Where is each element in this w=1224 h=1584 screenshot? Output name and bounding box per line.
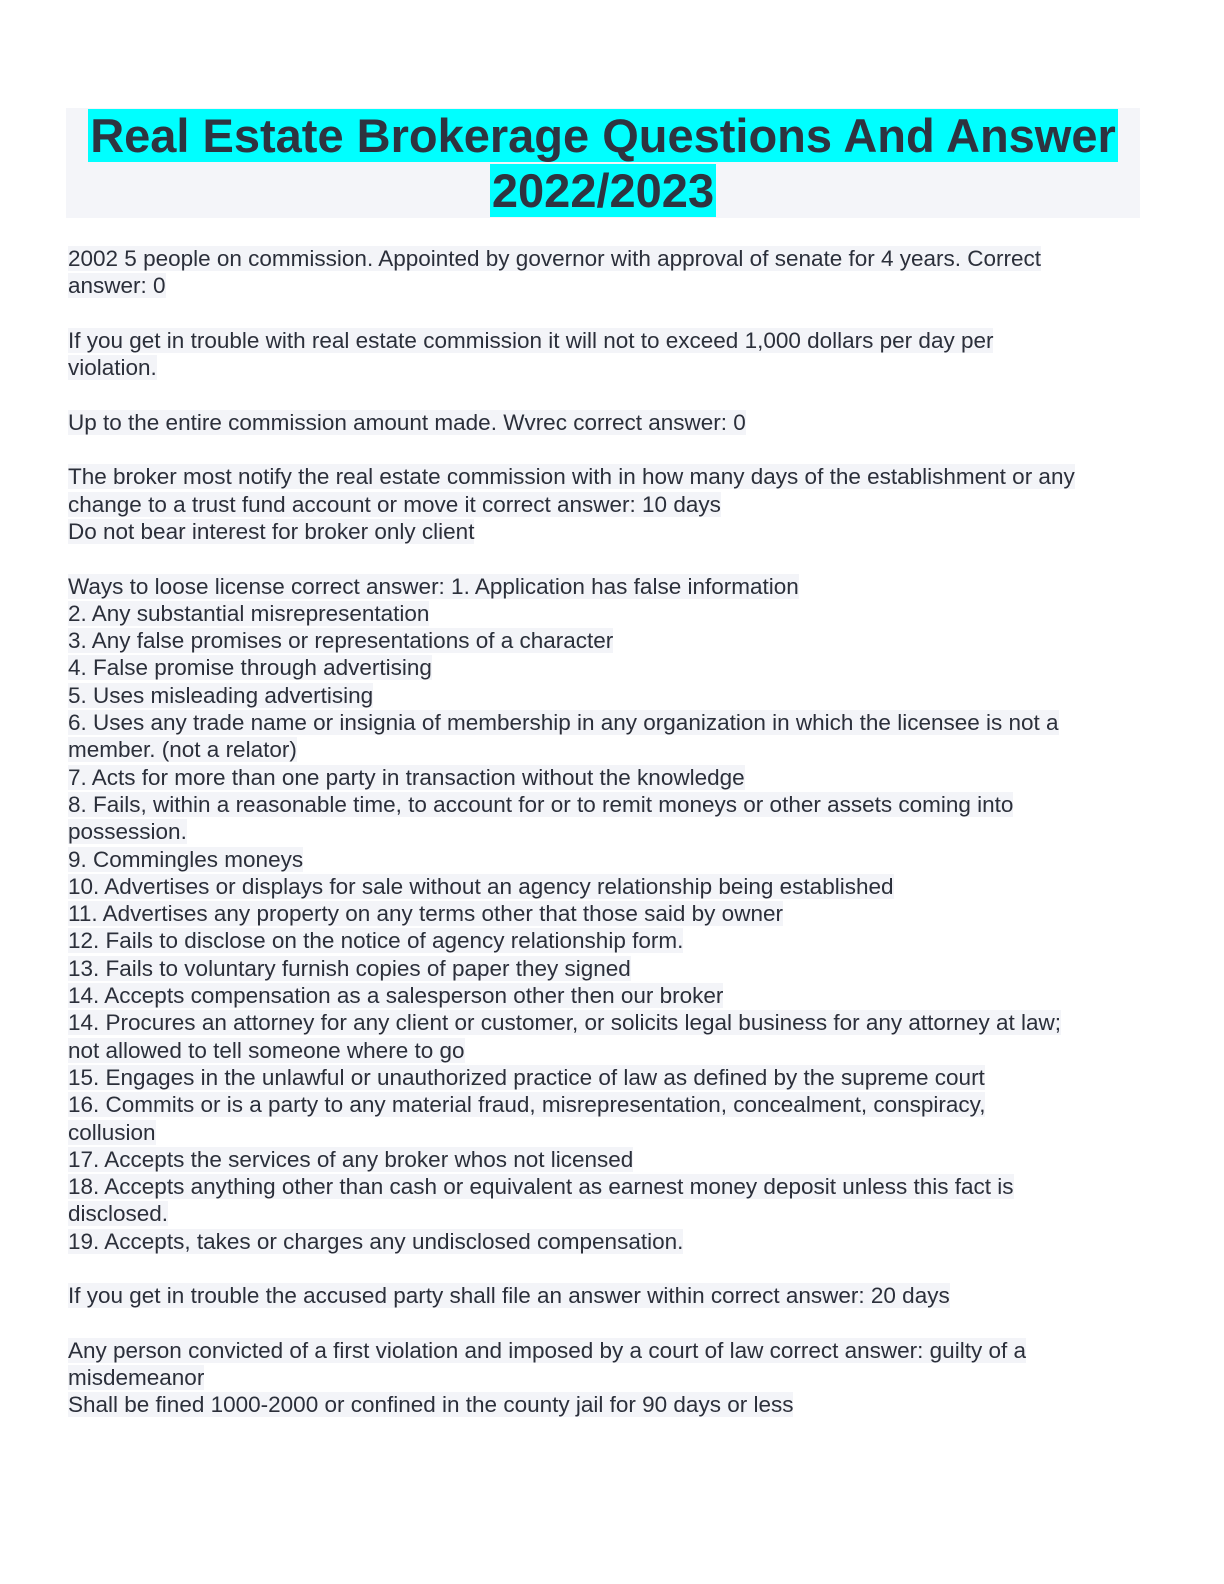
text-line <box>68 491 1144 518</box>
text-line-content: 2. Any substantial misrepresentation <box>68 600 430 626</box>
text-line <box>68 518 1144 545</box>
text-line-content: 17. Accepts the services of any broker whos not licensed <box>68 1146 634 1172</box>
text-line-content: 8. Fails, within a reasonable time, to account for or to remit moneys or other assets coming into <box>68 791 1014 817</box>
text-line-content: 19. Accepts, takes or charges any undisclosed compensation. <box>68 1228 684 1254</box>
text-line <box>68 1173 1144 1200</box>
text-line-content: 2002 5 people on commission. Appointed by governor with approval of senate for 4 years. Correct <box>68 246 1042 271</box>
text-line <box>68 272 1144 299</box>
document-title <box>66 108 1140 218</box>
text-line <box>68 1119 1144 1146</box>
text-line <box>68 736 1144 763</box>
text-line <box>68 654 1144 681</box>
text-line-content: disclosed. <box>68 1201 169 1227</box>
text-line <box>68 1146 1144 1173</box>
text-line-content: 6. Uses any trade name or insignia of membership in any organization in which the licensee is not a <box>68 710 1059 736</box>
text-line <box>68 791 1144 818</box>
text-line-content: Ways to loose license correct answer: 1. Application has false information <box>68 573 799 599</box>
text-line <box>68 1200 1144 1227</box>
text-line-content: collusion <box>68 1119 156 1145</box>
text-line-content: 5. Uses misleading advertising <box>68 682 374 708</box>
text-line-content: Any person convicted of a first violation and imposed by a court of law correct answer: guilty of a <box>68 1337 1026 1363</box>
text-line-content: Up to the entire commission amount made. Wvrec correct answer: 0 <box>68 409 746 435</box>
paragraph <box>68 573 1144 1255</box>
text-line <box>68 1091 1144 1118</box>
text-line <box>68 354 1144 381</box>
text-line-content: 14. Accepts compensation as a salesperson other then our broker <box>68 983 724 1009</box>
text-line <box>68 463 1144 490</box>
text-line <box>68 982 1144 1009</box>
text-line <box>68 764 1144 791</box>
document-body <box>68 245 1144 1446</box>
text-line-content: member. (not a relator) <box>68 737 297 763</box>
text-line <box>68 1337 1144 1364</box>
paragraph <box>68 1337 1144 1419</box>
text-line <box>68 1391 1144 1418</box>
text-line-content: If you get in trouble the accused party shall file an answer within correct answer: 20 days <box>68 1283 950 1309</box>
text-line <box>68 573 1144 600</box>
text-line-content: 18. Accepts anything other than cash or equivalent as earnest money deposit unless this fact is <box>68 1174 1014 1200</box>
text-line-content: answer: 0 <box>68 273 166 299</box>
text-line-content: 4. False promise through advertising <box>68 655 432 681</box>
text-line-content: Shall be fined 1000-2000 or confined in the county jail for 90 days or less <box>68 1392 794 1418</box>
text-line <box>68 846 1144 873</box>
text-line <box>68 1228 1144 1255</box>
text-line-content: 7. Acts for more than one party in transaction without the knowledge <box>68 764 745 790</box>
text-line-content: 3. Any false promises or representations of a character <box>68 628 614 654</box>
text-line-content: violation. <box>68 355 157 381</box>
title-line-2: 2022/2023 <box>491 164 715 217</box>
text-line <box>68 409 1144 436</box>
text-line <box>68 245 1144 272</box>
text-line-content: 11. Advertises any property on any terms other that those said by owner <box>68 901 783 927</box>
text-line-content: 15. Engages in the unlawful or unauthorized practice of law as defined by the supreme court <box>68 1064 985 1090</box>
text-line-content: Do not bear interest for broker only client <box>68 518 475 544</box>
text-line <box>68 327 1144 354</box>
text-line-content: change to a trust fund account or move it correct answer: 10 days <box>68 491 721 517</box>
title-line-1: Real Estate Brokerage Questions And Answer <box>90 109 1116 162</box>
text-line-content: misdemeanor <box>68 1365 205 1391</box>
text-line <box>68 873 1144 900</box>
text-line <box>68 955 1144 982</box>
text-line <box>68 1037 1144 1064</box>
text-line <box>68 900 1144 927</box>
text-line <box>68 1064 1144 1091</box>
text-line-content: 14. Procures an attorney for any client or customer, or solicits legal business for any attorney at law; <box>68 1010 1061 1036</box>
text-line-content: 13. Fails to voluntary furnish copies of paper they signed <box>68 955 631 981</box>
text-line-content: 12. Fails to disclose on the notice of agency relationship form. <box>68 928 684 954</box>
text-line <box>68 927 1144 954</box>
text-line <box>68 682 1144 709</box>
text-line <box>68 1364 1144 1391</box>
paragraph <box>68 245 1144 300</box>
text-line-content: possession. <box>68 819 187 845</box>
text-line-content: If you get in trouble with real estate commission it will not to exceed 1,000 dollars per day per <box>68 327 994 353</box>
paragraph <box>68 463 1144 545</box>
text-line-content: 16. Commits or is a party to any material fraud, misrepresentation, concealment, conspiracy, <box>68 1092 986 1118</box>
paragraph <box>68 327 1144 382</box>
text-line-content: The broker most notify the real estate commission with in how many days of the establishment or any <box>68 464 1075 490</box>
text-line-content: 9. Commingles moneys <box>68 846 304 872</box>
text-line <box>68 709 1144 736</box>
text-line <box>68 818 1144 845</box>
text-line <box>68 1282 1144 1309</box>
text-line-content: 10. Advertises or displays for sale without an agency relationship being established <box>68 873 894 899</box>
text-line <box>68 600 1144 627</box>
paragraph <box>68 409 1144 436</box>
text-line-content: not allowed to tell someone where to go <box>68 1037 465 1063</box>
paragraph <box>68 1282 1144 1309</box>
text-line <box>68 627 1144 654</box>
text-line <box>68 1009 1144 1036</box>
